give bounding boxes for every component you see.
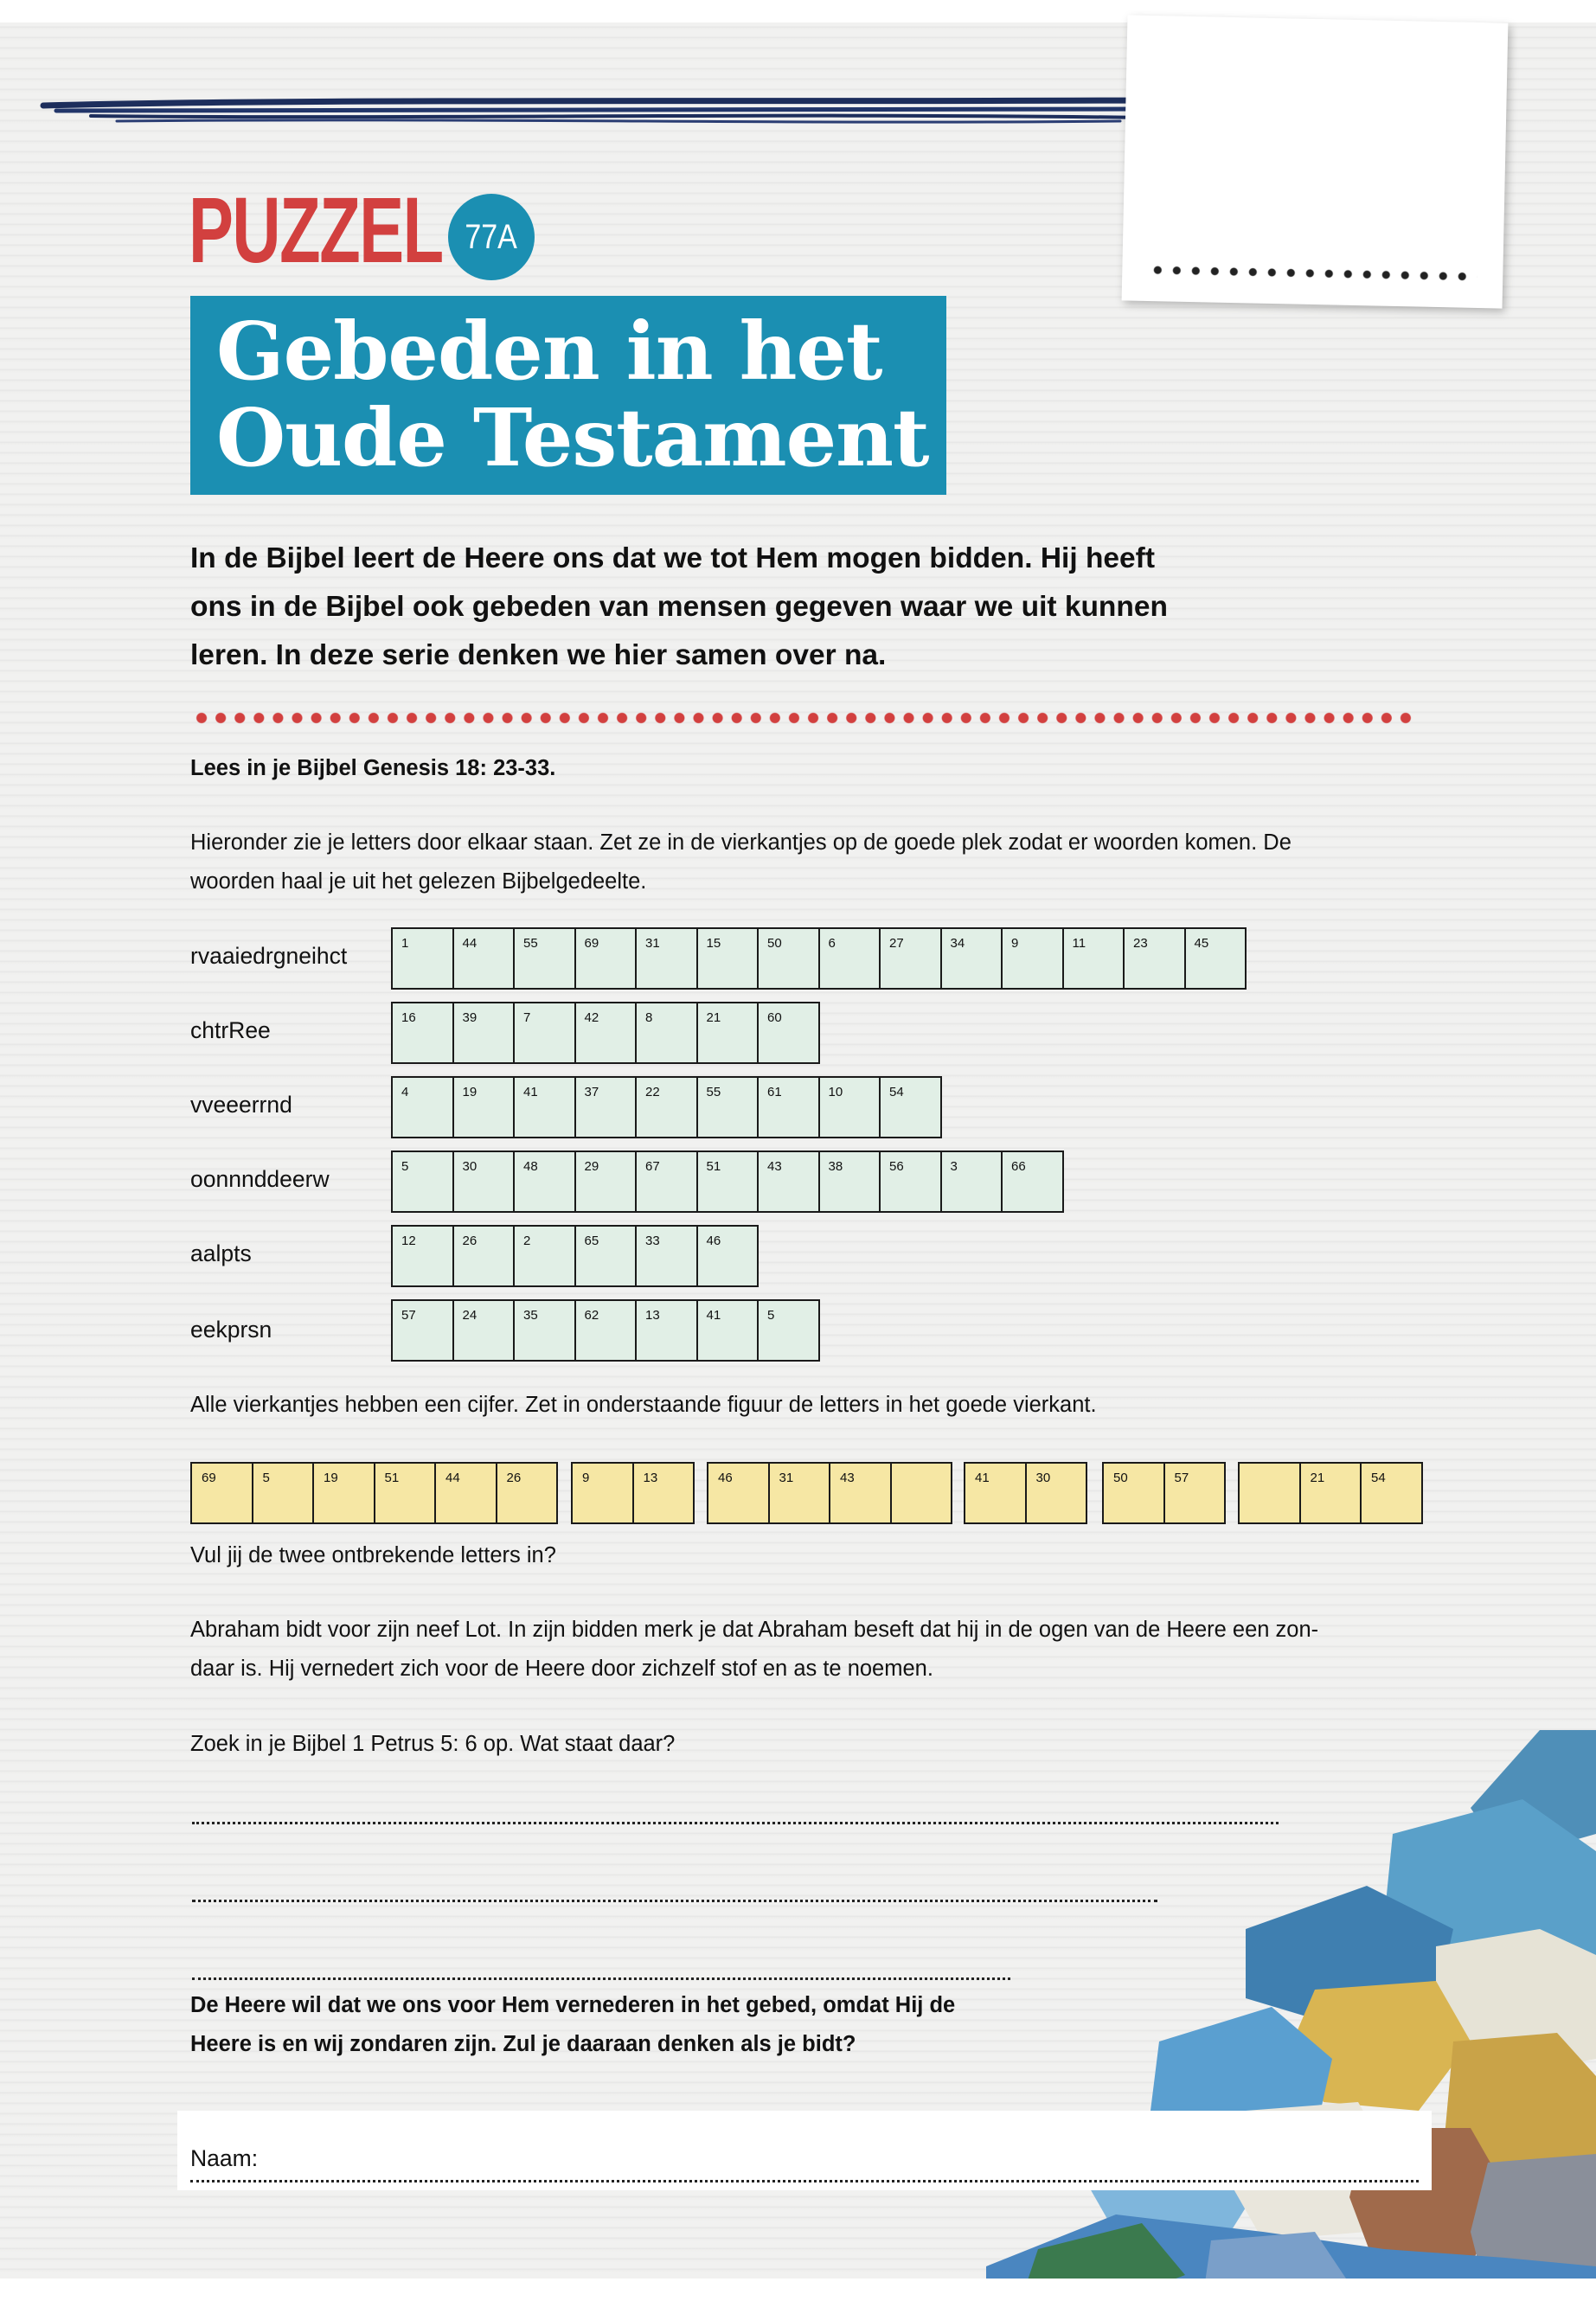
answer-box[interactable] [1003,1152,1064,1211]
answer-box[interactable] [393,1003,454,1062]
scrambled-letters: rvaaiedrgneihct [190,943,348,969]
box-number: 41 [975,1471,990,1485]
scrambled-letters: chtrRee [190,1017,271,1043]
answer-box[interactable] [393,1227,454,1285]
box-number: 46 [718,1471,733,1485]
box-number: 38 [828,1159,843,1174]
box-number: 48 [523,1159,538,1174]
lookup-question: Zoek in je Bijbel 1 Petrus 5: 6 op. Wat staat daar? [190,1732,676,1756]
name-box [177,2111,1432,2190]
box-number: 55 [523,936,538,951]
answer-box[interactable] [393,1078,454,1137]
box-number: 35 [523,1308,538,1323]
box-number: 34 [950,936,965,951]
figure-box[interactable] [314,1464,375,1522]
answer-box[interactable] [759,1078,820,1137]
answer-box[interactable] [881,929,942,988]
answer-box[interactable] [820,929,881,988]
box-number: 12 [401,1234,416,1248]
box-number: 56 [889,1159,904,1174]
answer-box[interactable] [698,1301,760,1360]
figure-box[interactable] [1165,1464,1227,1522]
name-input-line[interactable] [190,2180,1419,2182]
answer-box[interactable] [393,1301,454,1360]
answer-box[interactable] [576,1152,638,1211]
answer-box[interactable] [759,1301,820,1360]
box-number: 11 [1072,936,1086,951]
intro-line: leren. In deze serie denken we hier samen over na. [190,639,887,671]
red-dotted-divider [192,709,1417,727]
box-number: 15 [706,936,721,951]
figure-box[interactable] [192,1464,253,1522]
answer-row [391,1150,1064,1213]
scrambled-letters: vveeerrnd [190,1092,292,1118]
answer-box[interactable] [454,1003,516,1062]
note-dotted-line [1148,263,1477,284]
box-number: 43 [767,1159,782,1174]
missing-letters-question: Vul jij de twee ontbrekende letters in? [190,1543,556,1567]
box-number: 55 [706,1085,721,1099]
answer-box[interactable] [576,1301,638,1360]
box-number: 54 [889,1085,904,1099]
box-number: 61 [767,1085,782,1099]
box-number: 50 [767,936,782,951]
answer-line-3[interactable] [192,1977,1010,1980]
figure-box-missing[interactable] [1240,1464,1301,1522]
figure-word-group [1238,1462,1423,1524]
reading-instruction: Lees in je Bijbel Genesis 18: 23-33. [190,756,556,780]
answer-box[interactable] [698,1227,760,1285]
scrambled-letters: oonnnddeerw [190,1166,330,1192]
box-number: 44 [462,936,478,951]
figure-box[interactable] [573,1464,634,1522]
answer-box[interactable] [393,929,454,988]
answer-row [391,927,1247,990]
answer-box[interactable] [820,1152,881,1211]
figure-word-group [707,1462,952,1524]
intro-line: ons in de Bijbel ook gebeden van mensen gegeven waar we uit kunnen [190,591,1168,623]
answer-box[interactable] [759,929,820,988]
box-number: 16 [401,1010,416,1025]
answer-box[interactable] [637,1227,698,1285]
box-number: 46 [706,1234,721,1248]
figure-box[interactable] [497,1464,559,1522]
figure-word-group [1102,1462,1226,1524]
box-number: 45 [1194,936,1209,951]
pen-scribble-decoration [39,87,1155,138]
answer-box[interactable] [515,1301,576,1360]
box-number: 4 [401,1085,409,1099]
box-number: 54 [1371,1471,1386,1485]
scrambled-letters: eekprsn [190,1317,272,1343]
answer-box[interactable] [454,1301,516,1360]
answer-box[interactable] [698,1078,760,1137]
intro-paragraph [190,535,1228,680]
box-number: 33 [645,1234,660,1248]
box-number: 31 [645,936,660,951]
answer-row [391,1002,820,1064]
box-number: 41 [523,1085,538,1099]
intro-line: In de Bijbel leert de Heere ons dat we tot Hem mogen bidden. Hij heeft [190,542,1155,574]
answer-box[interactable] [454,1227,516,1285]
answer-box[interactable] [759,1152,820,1211]
box-number: 6 [828,936,836,951]
box-number: 3 [950,1159,958,1174]
answer-box[interactable] [515,1078,576,1137]
title-box [190,296,946,495]
box-number: 26 [462,1234,478,1248]
answer-box[interactable] [1003,929,1064,988]
box-number: 31 [779,1471,794,1485]
answer-row [391,1299,820,1362]
box-number: 13 [645,1308,660,1323]
box-number: 30 [1035,1471,1051,1485]
explanation-line: Abraham bidt voor zijn neef Lot. In zijn bidden merk je dat Abraham beseft dat hij in de ogen van de Heere een zon- [190,1618,1319,1642]
explanation [190,1611,1318,1689]
box-number: 51 [384,1471,400,1485]
box-number: 27 [889,936,904,951]
box-number: 7 [523,1010,531,1025]
figure-box[interactable] [1301,1464,1362,1522]
box-number: 5 [767,1308,775,1323]
answer-box[interactable] [637,929,698,988]
box-number: 60 [767,1010,782,1025]
box-number: 21 [706,1010,721,1025]
answer-box[interactable] [1064,929,1125,988]
answer-row [391,1076,942,1138]
box-number: 66 [1011,1159,1026,1174]
bottom-border [0,2279,1596,2301]
figure-box[interactable] [375,1464,437,1522]
figure-box[interactable] [436,1464,497,1522]
answer-box[interactable] [637,1152,698,1211]
answer-box[interactable] [637,1003,698,1062]
figure-instruction: Alle vierkantjes hebben een cijfer. Zet in onderstaande figuur de letters in het goede vierkant. [190,1393,1097,1417]
box-number: 69 [584,936,599,951]
title-line-2: Oude Testament [216,391,929,484]
answer-box[interactable] [515,929,576,988]
box-number: 26 [506,1471,522,1485]
box-number: 69 [202,1471,216,1485]
puzzle-pieces-image [986,1730,1596,2301]
box-number: 57 [401,1308,416,1323]
answer-box[interactable] [515,1227,576,1285]
figure-word-group [571,1462,695,1524]
figure-box[interactable] [253,1464,315,1522]
answer-box[interactable] [576,1078,638,1137]
answer-box[interactable] [454,929,516,988]
box-number: 5 [401,1159,409,1174]
figure-word-group [964,1462,1087,1524]
figure-box[interactable] [708,1464,770,1522]
answer-row [391,1225,759,1287]
box-number: 23 [1133,936,1148,951]
closing-line: Heere is en wij zondaren zijn. Zul je daaraan denken als je bidt? [190,2032,856,2056]
scrambled-letters: aalpts [190,1240,252,1266]
sticky-note [1122,15,1509,308]
answer-box[interactable] [698,929,760,988]
box-number: 10 [828,1085,843,1099]
figure-box[interactable] [1362,1464,1423,1522]
box-number: 30 [462,1159,478,1174]
box-number: 62 [584,1308,599,1323]
figure-box[interactable] [1104,1464,1165,1522]
box-number: 19 [462,1085,478,1099]
figure-word-group [190,1462,558,1524]
closing-line: De Heere wil dat we ons voor Hem vernederen in het gebed, omdat Hij de [190,1993,956,2017]
answer-box[interactable] [698,1152,760,1211]
puzzel-heading: PUZZEL [189,177,443,282]
box-number: 37 [584,1085,599,1099]
box-number: 24 [462,1308,478,1323]
answer-box[interactable] [759,1003,820,1062]
title-line-1: Gebeden in het [216,304,882,398]
box-number: 43 [840,1471,855,1485]
box-number: 2 [523,1234,531,1248]
box-number: 9 [1011,936,1019,951]
figure-box[interactable] [965,1464,1027,1522]
box-number: 44 [445,1471,460,1485]
answer-box[interactable] [576,929,638,988]
answer-box[interactable] [515,1003,576,1062]
instructions-line: Hieronder zie je letters door elkaar staan. Zet ze in de vierkantjes op de goede plek zodat er woorden komen. De [190,830,1292,855]
closing-text [190,1986,955,2064]
answer-box[interactable] [637,1301,698,1360]
box-number: 57 [1174,1471,1189,1485]
answer-box[interactable] [454,1152,516,1211]
box-number: 50 [1113,1471,1128,1485]
box-number: 9 [582,1471,590,1485]
answer-box[interactable] [881,1078,942,1137]
box-number: 22 [645,1085,660,1099]
box-number: 5 [262,1471,270,1485]
box-number: 67 [645,1159,660,1174]
figure-box[interactable] [770,1464,831,1522]
box-number: 19 [324,1471,338,1485]
figure-box-missing[interactable] [892,1464,953,1522]
figure-box[interactable] [1027,1464,1088,1522]
box-number: 41 [706,1308,721,1323]
answer-box[interactable] [454,1078,516,1137]
box-number: 21 [1310,1471,1325,1485]
puzzle-number: 77A [465,217,518,256]
name-label: Naam: [190,2145,259,2171]
box-number: 8 [645,1010,653,1025]
box-number: 51 [706,1159,721,1174]
box-number: 39 [462,1010,478,1025]
answer-box[interactable] [576,1003,638,1062]
answer-box[interactable] [393,1152,454,1211]
answer-box[interactable] [942,929,1003,988]
answer-box[interactable] [576,1227,638,1285]
box-number: 29 [584,1159,599,1174]
instructions-line: woorden haal je uit het gelezen Bijbelgedeelte. [190,869,647,894]
answer-box[interactable] [942,1152,1003,1211]
box-number: 13 [643,1471,658,1485]
answer-box[interactable] [1125,929,1186,988]
figure-box[interactable] [830,1464,892,1522]
answer-box[interactable] [881,1152,942,1211]
instructions [190,824,1292,901]
figure-box[interactable] [634,1464,695,1522]
box-number: 42 [584,1010,599,1025]
box-number: 1 [401,936,409,951]
answer-box[interactable] [698,1003,760,1062]
box-number: 65 [584,1234,599,1248]
puzzle-number-badge [448,194,535,280]
answer-box[interactable] [637,1078,698,1137]
answer-box[interactable] [515,1152,576,1211]
explanation-line: daar is. Hij vernedert zich voor de Heere door zichzelf stof en as te noemen. [190,1657,933,1681]
answer-box[interactable] [820,1078,881,1137]
answer-box[interactable] [1186,929,1247,988]
